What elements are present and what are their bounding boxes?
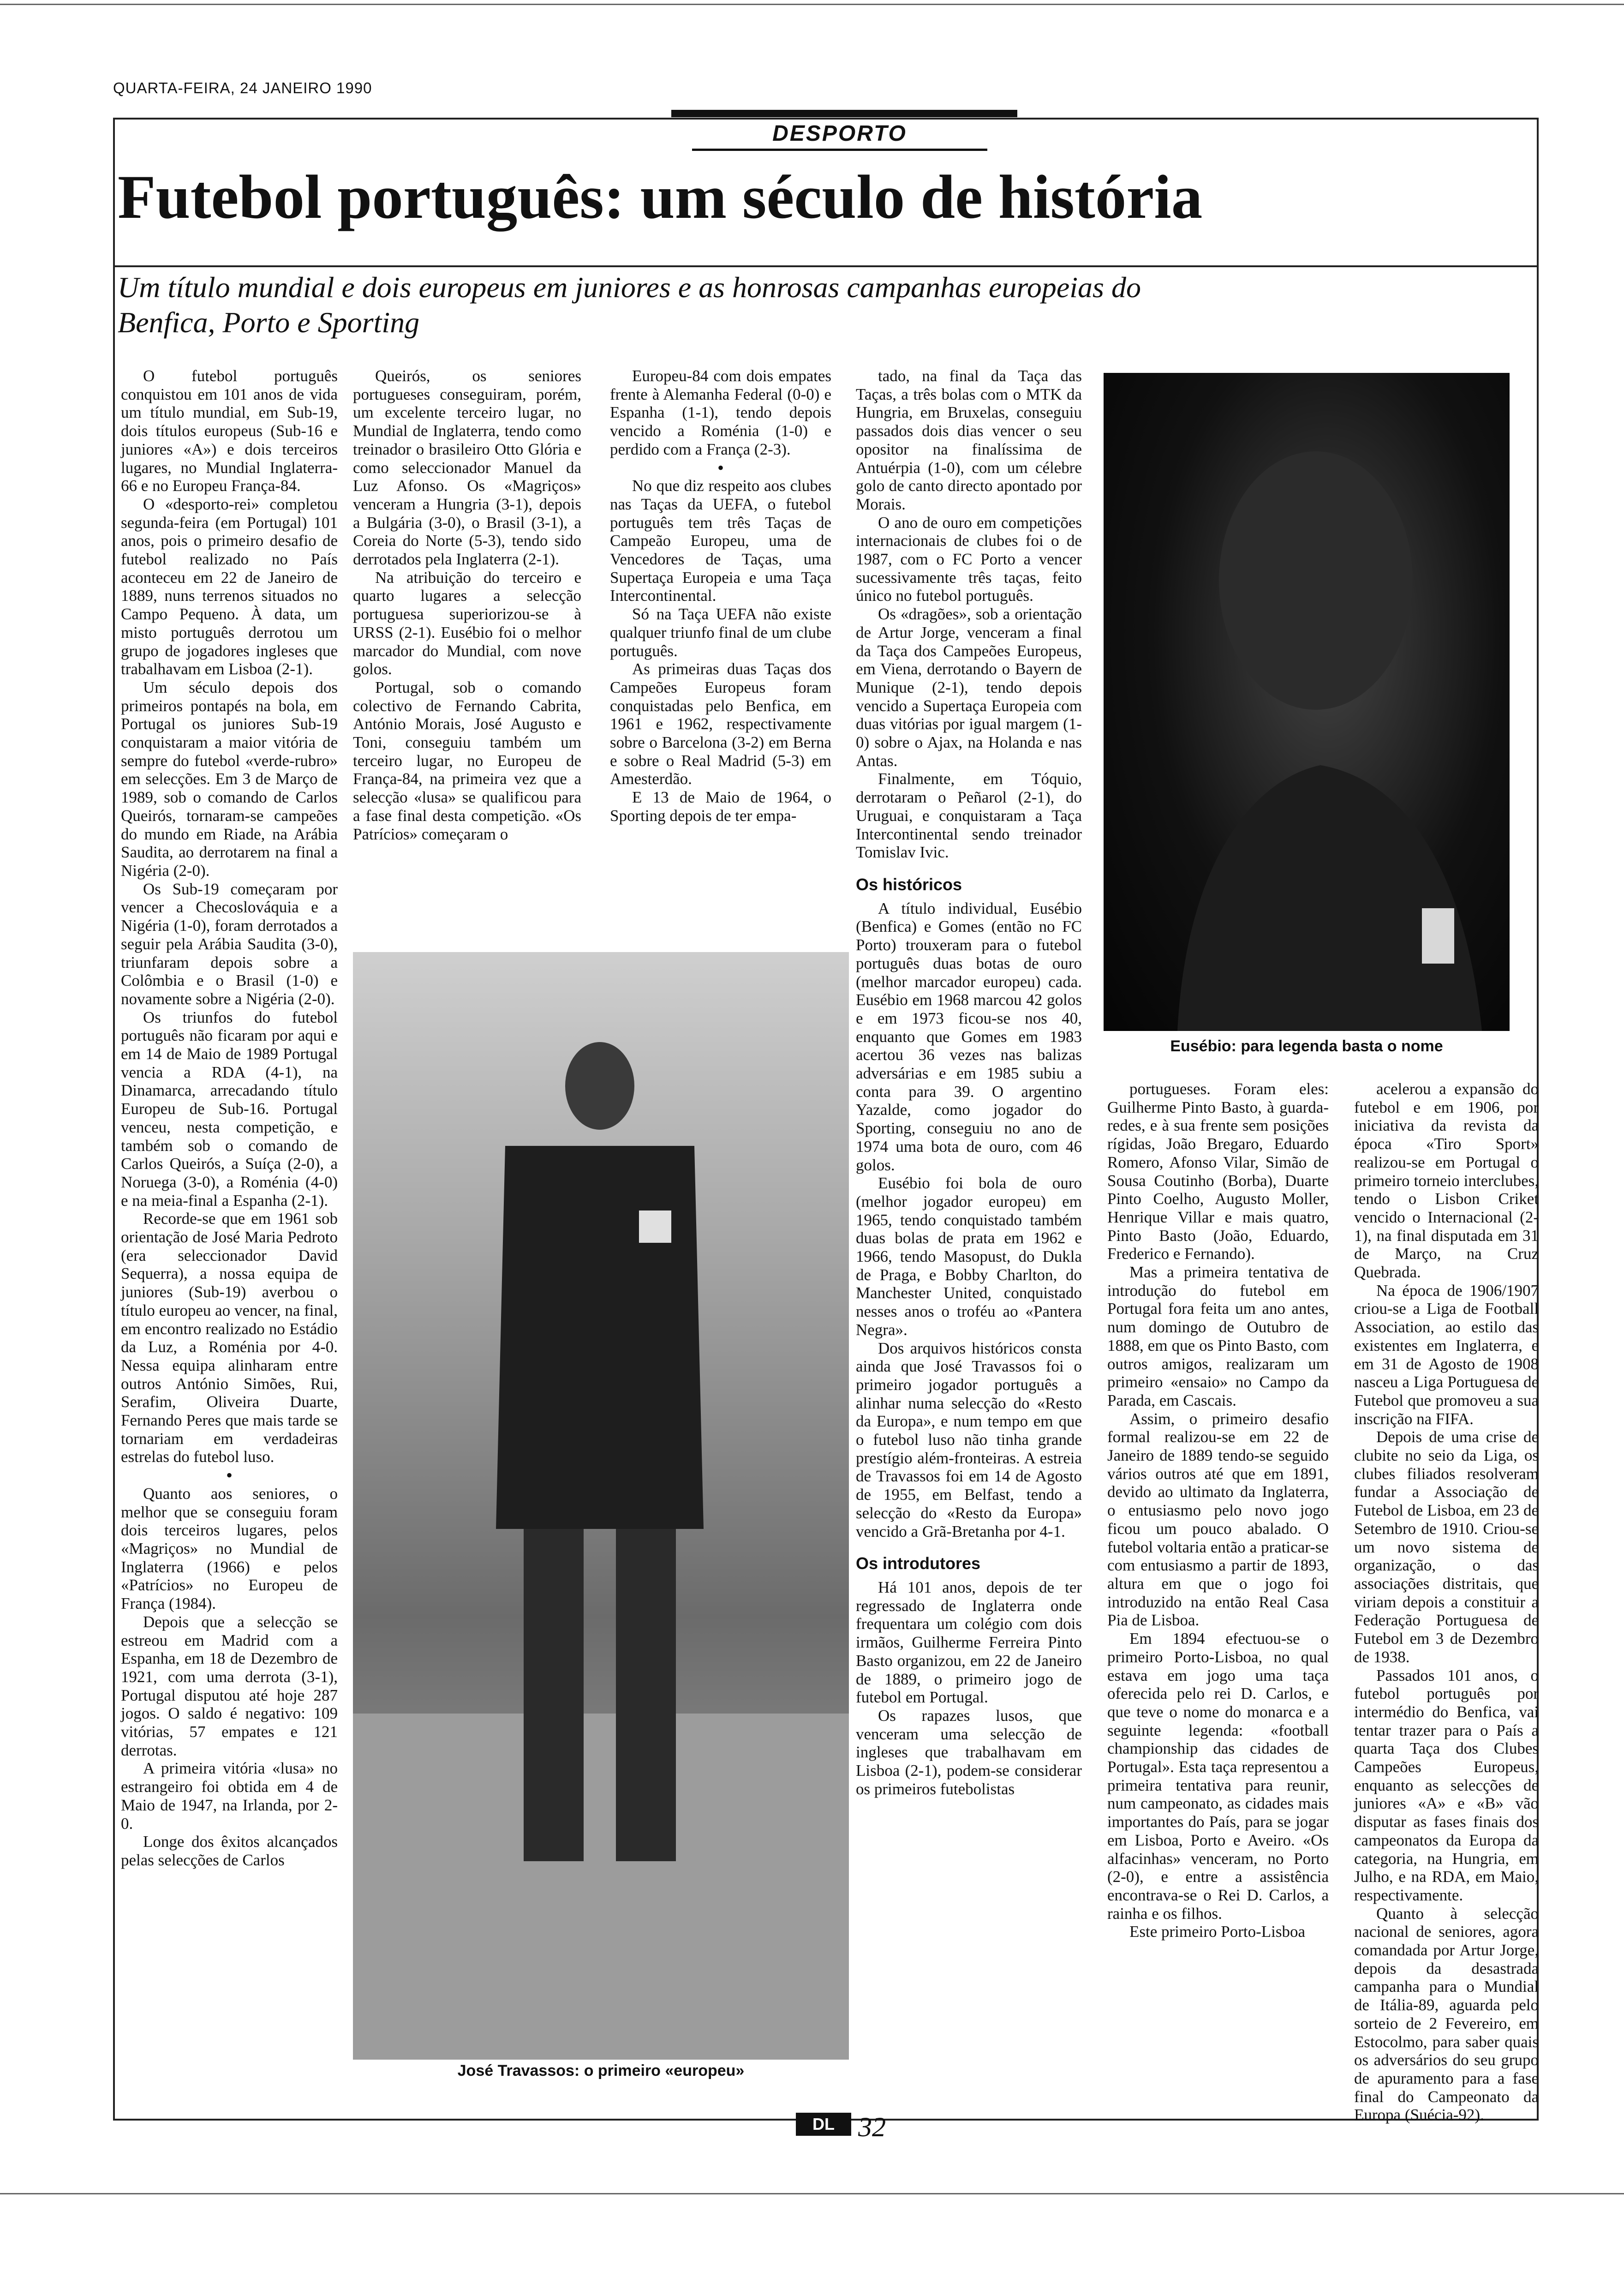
page-number: 32 [858,2112,886,2142]
section-label: DESPORTO [772,121,907,146]
section-rule [692,149,987,151]
col5-paragraph: portugueses. Foram eles: Guilherme Pinto Basto, à guarda-redes, e à sua frente sem posições rígidas, João Bregaro, Eduardo Romero, Afonso Vilar, Simão de Sousa Coutinho (Borba), Duarte Pinto Coelho, Augusto Moller, Henrique Villar e mais quatro, Pinto Basto (João, Eduardo, Frederico e Fernando). [1107,1080,1329,1263]
col3-paragraph: Só na Taça UEFA não existe qualquer triunfo final de um clube português. [610,605,831,660]
top-edge-line [0,4,1624,5]
column-3 [610,367,831,825]
col4-paragraph: Os rapazes lusos, que venceram uma selecção de ingleses que trabalhavam em Lisboa (2-1), podem-se considerar os primeiros futebolistas [856,1706,1082,1798]
col4-paragraph: A título individual, Eusébio (Benfica) e Gomes (então no FC Porto) trouxeram para o futebol português duas botas de ouro (melhor marcador europeu) cada. Eusébio em 1968 marcou 42 golos e em 1973 ficou-se nos 40, enquanto que Gomes em 1983 acertou 36 vezes nas balizas adversárias e em 1985 subiu a conta para 39. O argentino Yazalde, como jogador do Sporting, conseguiu no ano de 1974 uma bota de ouro, com 46 golos. [856,899,1082,1174]
column-1 [121,367,338,1870]
col1-paragraph: O «desporto-rei» completou segunda-feira (em Portugal) 101 anos, pois o primeiro desafio de futebol realizado no País aconteceu em 22 de Janeiro de 1889, nuns terrenos situados no Campo Pequeno. À data, um misto português derrotou um grupo de jogadores ingleses que trabalhavam em Lisboa (2-1). [121,495,338,678]
bottom-edge-line [0,2193,1624,2194]
eusebio-caption: Eusébio: para legenda basta o nome [1170,1037,1443,1055]
column-4 [856,367,1082,1798]
eusebio-portrait-sketch [1104,373,1510,1031]
col4-paragraph: O ano de ouro em competições internacionais de clubes foi o de 1987, com o FC Porto a vencer sucessivamente três taças, feito único no futebol português. [856,513,1082,605]
column-6 [1354,1080,1539,2124]
col1-paragraph: A primeira vitória «lusa» no estrangeiro foi obtida em 4 de Maio de 1947, na Irlanda, por 2-0. [121,1759,338,1833]
col4-paragraph: Eusébio foi bola de ouro (melhor jogador europeu) em 1965, tendo conquistado também duas bolas de prata em 1962 e 1966, tendo Masopust, do Dukla de Praga, e Bobby Charlton, do Manchester United, conquistado nesses anos o troféu ao «Pantera Negra». [856,1174,1082,1339]
col1-paragraph: Recorde-se que em 1961 sob orientação de José Maria Pedroto (era seleccionador David Sequerra), a nossa equipa de juniores (Sub-19) averbou o título europeu ao vencer, na final, em encontro realizado no Estádio da Luz, a Roménia por 4-0. Nessa equipa alinharam entre outros António Simões, Rui, Serafim, Oliveira Duarte, Fernando Peres que mais tarde se tornariam em verdadeiras estrelas do futebol luso. [121,1210,338,1466]
travassos-photo [353,952,849,2060]
col5-paragraph: Este primeiro Porto-Lisboa [1129,1923,1306,1941]
col6-paragraph: Na época de 1906/1907 criou-se a Liga de Football Association, ao estilo das existentes em Inglaterra, e em 31 de Agosto de 1908 nasceu a Liga Portuguesa de Futebol que promoveu a sua inscrição na FIFA. [1354,1281,1539,1428]
col3-paragraph: As primeiras duas Taças dos Campeões Europeus foram conquistadas pelo Benfica, em 1961 e 1962, respectivamente sobre o Barcelona (3-2) em Berna e sobre o Real Madrid (5-3) em Amesterdão. [610,660,831,788]
col6-paragraph: Quanto à selecção nacional de seniores, agora comandada por Artur Jorge, depois da desastrada campanha para o Mundial de Itália-89, aguarda pelo sorteio de 2 Fevereiro, em Estocolmo, para saber quais os adversários do seu grupo de apuramento para a fase final do Campeonato da Europa (Suécia-92). [1354,1904,1539,2124]
headline-rule [113,265,1539,267]
column-2 [353,367,581,843]
col6-paragraph: Depois de uma crise de clubite no seio da Liga, os clubes filiados resolveram fundar a Associação de Futebol de Lisboa, em 23 de Setembro de 1910. Criou-se um novo sistema de organização, o das associações distritais, que viriam depois a constituir a Federação Portuguesa de Futebol em 3 de Dezembro de 1938. [1354,1428,1539,1666]
col3-paragraph: Europeu-84 com dois empates frente à Alemanha Federal (0-0) e Espanha (1-1), tendo depois vencido a Roménia (1-0) e perdido com a França (2-3). [610,367,831,458]
col6-paragraph: acelerou a expansão do futebol e em 1906, por iniciativa da revista da época «Tiro Sport» realizou-se em Portugal o primeiro torneio interclubes, tendo o Lisbon Criket vencido o Internacional (2-1), na final disputada em 31 de Março, na Cruz Quebrada. [1354,1080,1539,1282]
section-bar [671,110,1017,117]
col4-paragraph: Dos arquivos históricos consta ainda que José Travassos foi o primeiro jogador português a alinhar numa selecção do «Resto da Europa», e num tempo em que o futebol luso não tinha grande prestígio além-fronteiras. A estreia de Travassos foi em 14 de Agosto de 1955, em Belfast, tendo a selecção do «Resto da Europa» vencido a Grã-Bretanha por 4-1. [856,1339,1082,1540]
col3-paragraph: No que diz respeito aos clubes nas Taças da UEFA, o futebol português tem três Taças de Campeão Europeu, uma de Vencedores de Taças, uma Supertaça Europeia e uma Taça Intercontinental. [610,477,831,605]
col2-paragraph: Na atribuição do terceiro e quarto lugares a selecção portuguesa superiorizou-se à URSS (2-1). Eusébio foi o melhor marcador do Mundial, com nove golos. [353,568,581,678]
col1-paragraph: O futebol português conquistou em 101 anos de vida um título mundial, em Sub-19, dois títulos europeus (Sub-16 e juniores «A») e dois terceiros lugares, no Mundial Inglaterra-66 e no Europeu França-84. [121,367,338,495]
col1-paragraph: Quanto aos seniores, o melhor que se conseguiu foram dois terceiros lugares, pelos «Magriços» no Mundial de Inglaterra (1966) e pelos «Patrícios» no Europeu de França (1984). [121,1484,338,1613]
issue-date: QUARTA-FEIRA, 24 JANEIRO 1990 [113,79,372,96]
col4-paragraph: Finalmente, em Tóquio, derrotaram o Peñarol (2-1), do Uruguai, e conquistaram a Taça Intercontinental sendo treinador Tomislav Ivic. [856,770,1082,862]
column-5 [1107,1080,1329,1941]
col4-paragraph: Os «dragões», sob a orientação de Artur Jorge, venceram a final da Taça dos Campeões Europeus, em Viena, derrotando o Bayern de Munique (2-1), tendo depois vencido a Supertaça Europeia com duas vitórias por igual margem (1-0) sobre o Ajax, na Holanda e nas Antas. [856,605,1082,770]
col1-paragraph: • [226,1465,233,1486]
col2-paragraph: Queirós, os seniores portugueses conseguiram, porém, um excelente terceiro lugar, no Mundial de Inglaterra, tendo como treinador o brasileiro Otto Glória e como seleccionador Manuel da Luz Afonso. Os «Magriços» venceram a Hungria (3-1), depois a Bulgária (3-0), o Brasil (3-1), a Coreia do Norte (5-3), tendo sido derrotados pela Inglaterra (2-1). [353,367,581,569]
col1-paragraph: Depois que a selecção se estreou em Madrid com a Espanha, em 18 de Dezembro de 1921, com uma derrota (3-1), Portugal disputou até hoje 287 jogos. O saldo é negativo: 109 vitórias, 57 empates e 121 derrotas. [121,1612,338,1759]
col1-paragraph: Longe dos êxitos alcançados pelas selecções de Carlos [121,1833,338,1869]
travassos-caption: José Travassos: o primeiro «europeu» [457,2062,745,2079]
col1-paragraph: Os triunfos do futebol português não ficaram por aqui e em 14 de Maio de 1989 Portugal vencia a RDA (4-1), na Dinamarca, arrecadando título Europeu de Sub-16. Portugal venceu, nesta competição, e também sob o comando de Carlos Queirós, a Suíça (2-0), a Noruega (3-0), a Roménia (4-0) e na meia-final a Espanha (2-1). [121,1008,338,1210]
eusebio-photo [1104,373,1510,1031]
col1-paragraph: Os Sub-19 começaram por vencer a Checoslováquia e a Nigéria (1-0), foram derrotados a seguir pela Arábia Saudita (3-0), triunfaram depois sobre a Colômbia e o Brasil (1-0) e novamente sobre a Nigéria (2-0). [121,880,338,1008]
col3-paragraph: E 13 de Maio de 1964, o Sporting depois de ter empa- [610,788,831,825]
col1-paragraph: Um século depois dos primeiros pontapés na bola, em Portugal os juniores Sub-19 conquistaram a maior vitória de sempre do futebol «verde-rubro» em selecções. Em 3 de Março de 1989, sob o comando de Carlos Queirós, tornaram-se campeões do mundo em Riade, na Arábia Saudita, ao derrotarem na final a Nigéria (2-0). [121,678,338,880]
col2-paragraph: Portugal, sob o comando colectivo de Fernando Cabrita, António Morais, José Augusto e Toni, conseguiu também um terceiro lugar, no Europeu de França-84, na primeira vez que a selecção «lusa» se qualificou para a fase final desta competição. «Os Patrícios» começaram o [353,678,581,843]
col4-paragraph: tado, na final da Taça das Taças, a três bolas com o MTK da Hungria, em Bruxelas, conseguiu passados dois dias vencer o seu opositor na finalíssima de Antuérpia (1-0), com um célebre golo de canto directo apontado por Morais. [856,367,1082,513]
col5-paragraph: Mas a primeira tentativa de introdução do futebol em Portugal fora feita um ano antes, num domingo de Outubro de 1888, em que os Pinto Basto, com outros amigos, realizaram um primeiro «ensaio» no Campo da Parada, em Cascais. [1107,1263,1329,1409]
newspaper-logo: DL [796,2113,851,2136]
subsection-heading: Os introdutores [856,1554,981,1573]
travassos-figure-sketch [353,952,849,2060]
col4-paragraph: Há 101 anos, depois de ter regressado de Inglaterra onde frequentara um colégio com dois irmãos, Guilherme Ferreira Pinto Basto organizou, em 22 de Janeiro de 1889, o primeiro jogo de futebol em Portugal. [856,1578,1082,1707]
headline: Futebol português: um século de história [118,163,1203,232]
subheadline: Um título mundial e dois europeus em juniores e as honrosas campanhas europeias do Benfica, Porto e Sporting [118,271,1141,339]
col5-paragraph: Em 1894 efectuou-se o primeiro Porto-Lisboa, no qual estava em jogo uma taça oferecida pelo rei D. Carlos, e que teve o nome do monarca e a seguinte legenda: «football championship das cidades de Portugal». Esta taça representou a primeira tentativa para reunir, num campeonato, as cidades mais importantes do País, para se jogar em Lisboa, Porto e Aveiro. «Os alfacinhas» venceram, no Porto (2-0), e entre a assistência encontrava-se o Rei D. Carlos, a rainha e os filhos. [1107,1630,1329,1923]
col6-paragraph: Passados 101 anos, o futebol português por intermédio do Benfica, vai tentar trazer para o País a quarta Taça dos Clubes Campeões Europeus, enquanto as selecções de juniores «A» e «B» vão disputar as fases finais dos campeonatos da Europa da categoria, na Hungria, em Julho, e na RDA, em Maio, respectivamente. [1354,1666,1539,1904]
col5-paragraph: Assim, o primeiro desafio formal realizou-se em 22 de Janeiro de 1889 tendo-se seguido vários outros até que em 1891, devido ao ultimato da Inglaterra, o entusiasmo pelo novo jogo ficou um pouco abalado. O futebol voltaria então a praticar-se com entusiasmo a partir de 1893, altura em que o jogo foi introduzido na então Real Casa Pia de Lisboa. [1107,1409,1329,1630]
col3-paragraph: • [717,457,724,478]
subsection-heading: Os históricos [856,875,962,894]
